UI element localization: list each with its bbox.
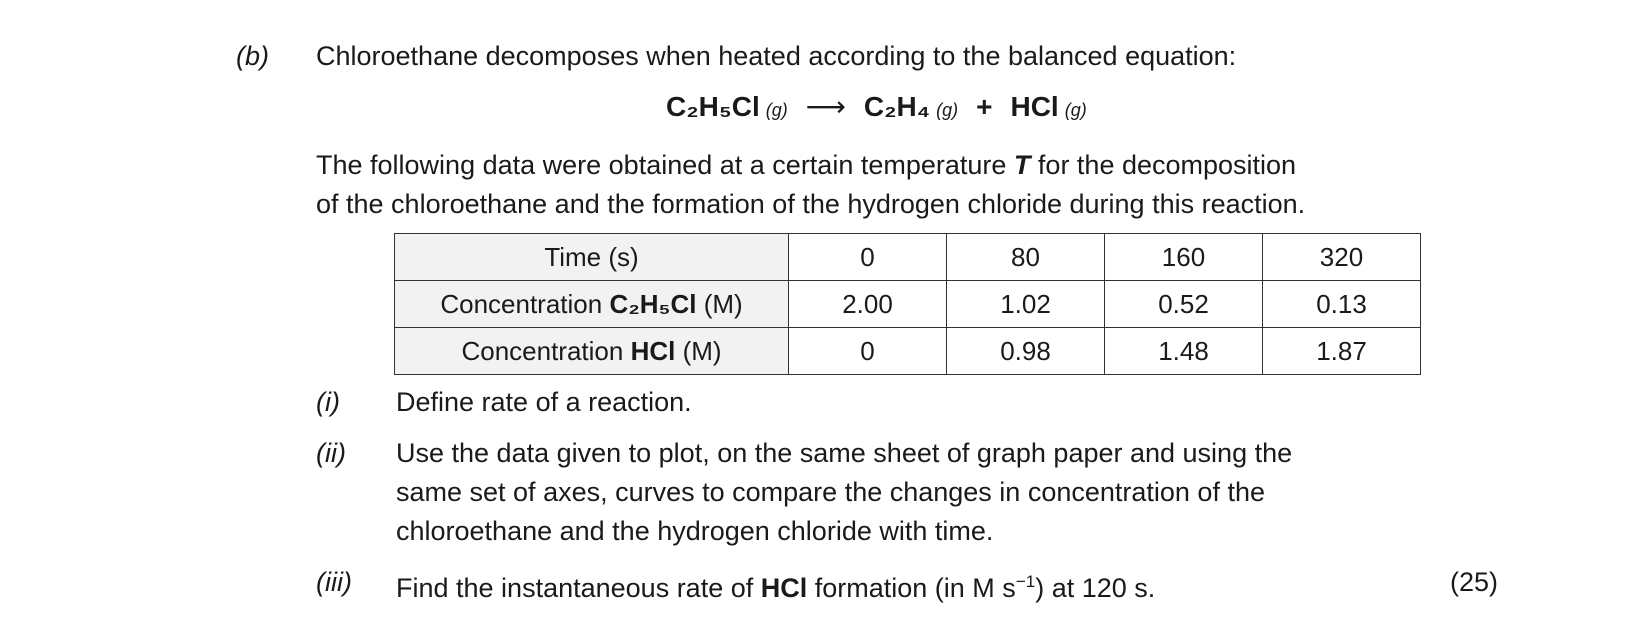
product1-formula: C₂H₄ [863, 91, 931, 122]
question-ii-line2: same set of axes, curves to compare the changes in concentration of the [396, 477, 1265, 507]
data-description-line1 [316, 145, 1296, 185]
table-cell: 0 [789, 328, 947, 375]
question-species: HCl [760, 573, 808, 603]
balanced-equation [666, 90, 1087, 123]
row-header-prefix: Concentration [440, 288, 610, 319]
row-header-unit: (M) [675, 335, 722, 366]
question-i-label: (i) [316, 387, 340, 417]
product2-formula: HCl [1010, 91, 1059, 122]
table-row-time [395, 234, 1421, 281]
plus-sign: + [976, 91, 993, 122]
question-ii-line1: Use the data given to plot, on the same sheet of graph paper and using the [396, 438, 1293, 468]
temperature-variable: T [1013, 150, 1031, 180]
question-text-part: formation (in M s [807, 573, 1016, 603]
reaction-arrow: ⟶ [805, 91, 846, 122]
question-text-part: Find the instantaneous rate of [396, 573, 761, 603]
question-ii-label: (ii) [316, 438, 346, 468]
row-header-species: C₂H₅Cl [609, 288, 697, 319]
reactant-state: (g) [765, 100, 788, 120]
marks-label: (25) [1449, 567, 1498, 597]
product2-state: (g) [1064, 100, 1087, 120]
question-ii-line3: chloroethane and the hydrogen chloride with time. [396, 516, 994, 546]
question-iii-text [396, 562, 1155, 608]
product1-state: (g) [936, 100, 959, 120]
question-i-text: Define rate of a reaction. [396, 387, 692, 417]
row-header-prefix: Concentration [461, 335, 631, 366]
question-iii-label: (iii) [316, 567, 352, 597]
data-text-part: for the decomposition [1030, 150, 1297, 180]
table-row-c2h5cl [395, 281, 1421, 328]
row-header-unit: (M) [696, 288, 743, 319]
unit-superscript: −1 [1015, 572, 1036, 591]
data-description-line2: of the chloroethane and the formation of the hydrogen chloride during this reaction. [316, 189, 1306, 219]
table-cell: 1.02 [947, 281, 1105, 328]
table-cell: 0.13 [1263, 281, 1421, 328]
table-cell: 160 [1105, 234, 1263, 281]
reactant-formula: C₂H₅Cl [666, 91, 760, 122]
table-cell: 1.48 [1105, 328, 1263, 375]
table-cell: 0 [789, 234, 947, 281]
question-text-part: ) at 120 s. [1035, 573, 1156, 603]
part-label: (b) [236, 41, 269, 71]
table-cell: 0.52 [1105, 281, 1263, 328]
table-cell: 1.87 [1263, 328, 1421, 375]
table-cell: 2.00 [789, 281, 947, 328]
row-header-hcl [395, 328, 789, 375]
data-table [394, 233, 1421, 375]
row-header-time: Time (s) [395, 234, 789, 281]
table-cell: 0.98 [947, 328, 1105, 375]
data-text-part: The following data were obtained at a certain temperature [316, 150, 1014, 180]
table-cell: 320 [1263, 234, 1421, 281]
table-cell: 80 [947, 234, 1105, 281]
row-header-species: HCl [630, 335, 676, 366]
table-row-hcl [395, 328, 1421, 375]
row-header-c2h5cl [395, 281, 789, 328]
intro-text: Chloroethane decomposes when heated according to the balanced equation: [316, 41, 1237, 71]
